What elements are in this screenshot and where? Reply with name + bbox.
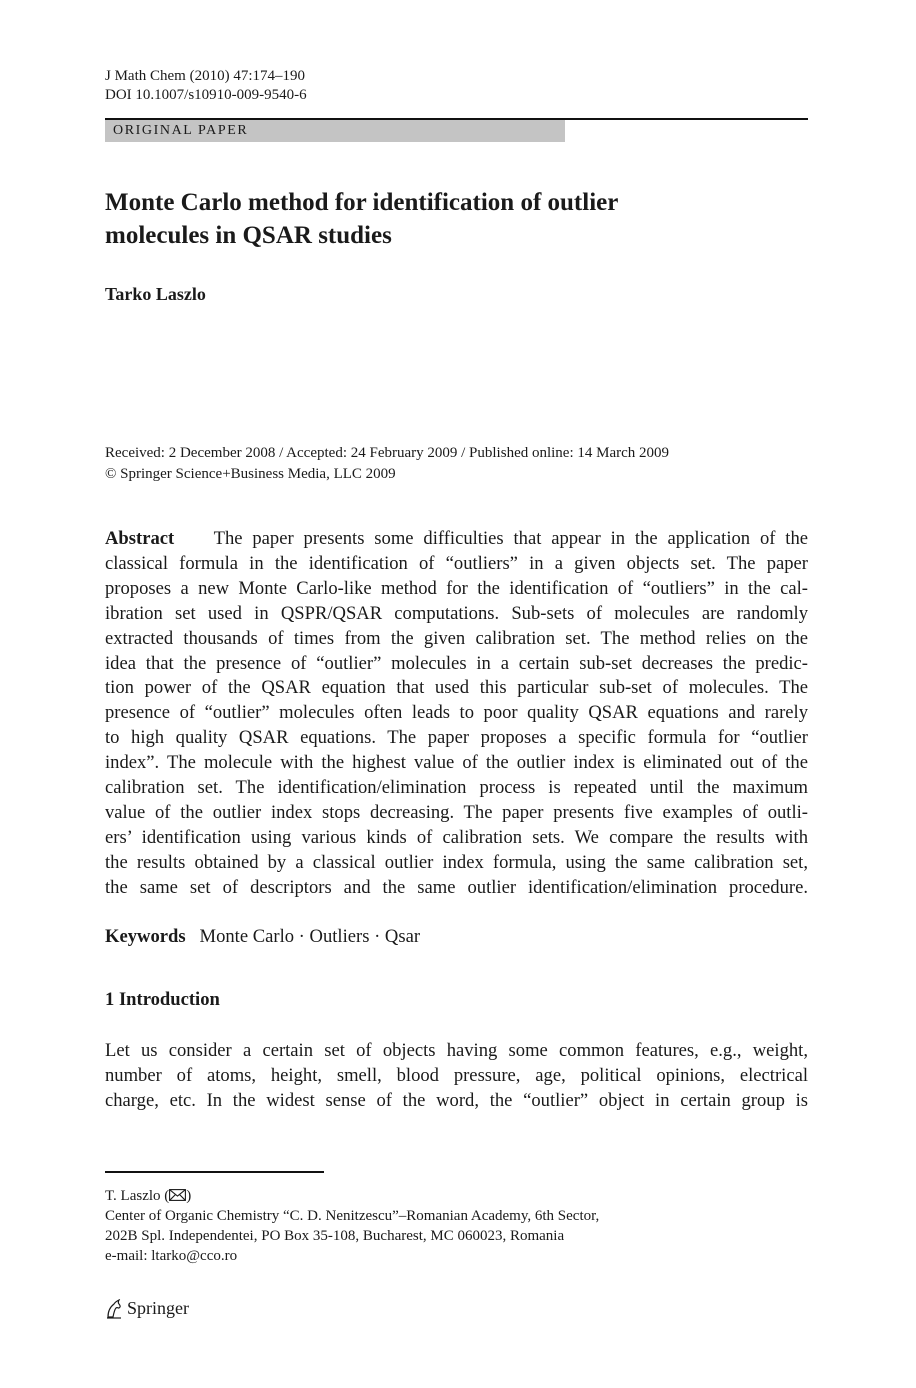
keywords [105,926,420,948]
footnote-rule [105,1171,324,1173]
abstract-line: ibration set used in QSPR/QSAR computations. Sub-sets of molecules are randomly [105,602,808,624]
abstract-line: value of the outlier index stops decreasing. The paper presents five examples of outli- [105,801,808,823]
intro-line: number of atoms, height, smell, blood pressure, age, political opinions, electrical [105,1064,808,1086]
abstract-line: idea that the presence of “outlier” molecules in a certain sub-set decreases the predic- [105,652,808,674]
abstract [105,527,808,901]
abstract-line: proposes a new Monte Carlo-like method for the identification of “outliers” in the cal- [105,577,808,599]
abstract-line: classical formula in the identification of “outliers” in a given objects set. The paper [105,552,808,574]
email: e-mail: ltarko@cco.ro [105,1248,238,1264]
abstract-line: tion power of the QSAR equation that used this particular sub-set of molecules. The [105,677,808,699]
affiliation-line: Center of Organic Chemistry “C. D. Nenitzescu”–Romanian Academy, 6th Sector, [105,1208,600,1224]
abstract-label: Abstract [105,528,175,549]
copyright: © Springer Science+Business Media, LLC 2009 [105,466,396,482]
title-line: Monte Carlo method for identification of outlier [105,189,619,216]
intro-line: Let us consider a certain set of objects having some common features, e.g., weight, [105,1040,808,1061]
abstract-line: ers’ identification using various kinds of calibration sets. We compare the results with [105,826,808,848]
abstract-line: to high quality QSAR equations. The paper proposes a specific formula for “outlier [105,727,808,749]
footnote-author-name: T. Laszlo ( [105,1188,170,1204]
footnote [105,1186,599,1266]
intro-line: charge, etc. In the widest sense of the word, the “outlier” object in certain group is [105,1089,808,1111]
abstract-line: presence of “outlier” molecules often leads to poor quality QSAR equations and rarely [105,702,808,724]
section-heading: 1 Introduction [105,989,220,1010]
keywords-text: Monte Carlo · Outliers · Qsar [199,926,421,947]
journal-info [105,67,307,105]
author: Tarko Laszlo [105,284,206,304]
affiliation-line: 202B Spl. Independentei, PO Box 35-108, Bucharest, MC 060023, Romania [105,1228,565,1244]
article-type: ORIGINAL PAPER [113,123,249,138]
footnote-author-close: ) [186,1188,192,1204]
abstract-line: extracted thousands of times from the given calibration set. The method relies on the [105,627,808,649]
keywords-label: Keywords [105,926,186,947]
paper-title [105,186,725,252]
article-type-band [105,120,565,142]
dates: Received: 2 December 2008 / Accepted: 24 February 2009 / Published online: 14 March 2009 [105,445,670,461]
publisher-footer [105,1298,189,1319]
envelope-icon [169,1189,186,1201]
doi: DOI 10.1007/s10910-009-9540-6 [105,87,307,103]
footnote-author [105,1186,599,1206]
abstract-line: the results obtained by a classical outlier index formula, using the same calibration set, [105,851,808,873]
abstract-line: index”. The molecule with the highest value of the outlier index is eliminated out of the [105,752,808,774]
journal-citation: J Math Chem (2010) 47:174–190 [105,68,305,84]
intro-paragraph [105,1039,808,1114]
abstract-line [105,527,808,552]
publication-info [105,443,669,485]
abstract-line: the same set of descriptors and the same outlier identification/elimination procedure. [105,876,808,898]
springer-horse-icon [105,1299,123,1319]
abstract-text: The paper presents some difficulties that appear in the application of the [213,528,809,549]
abstract-line: calibration set. The identification/elimination process is repeated until the maximum [105,777,808,799]
publisher-name: Springer [127,1298,189,1318]
title-line: molecules in QSAR studies [105,222,392,249]
